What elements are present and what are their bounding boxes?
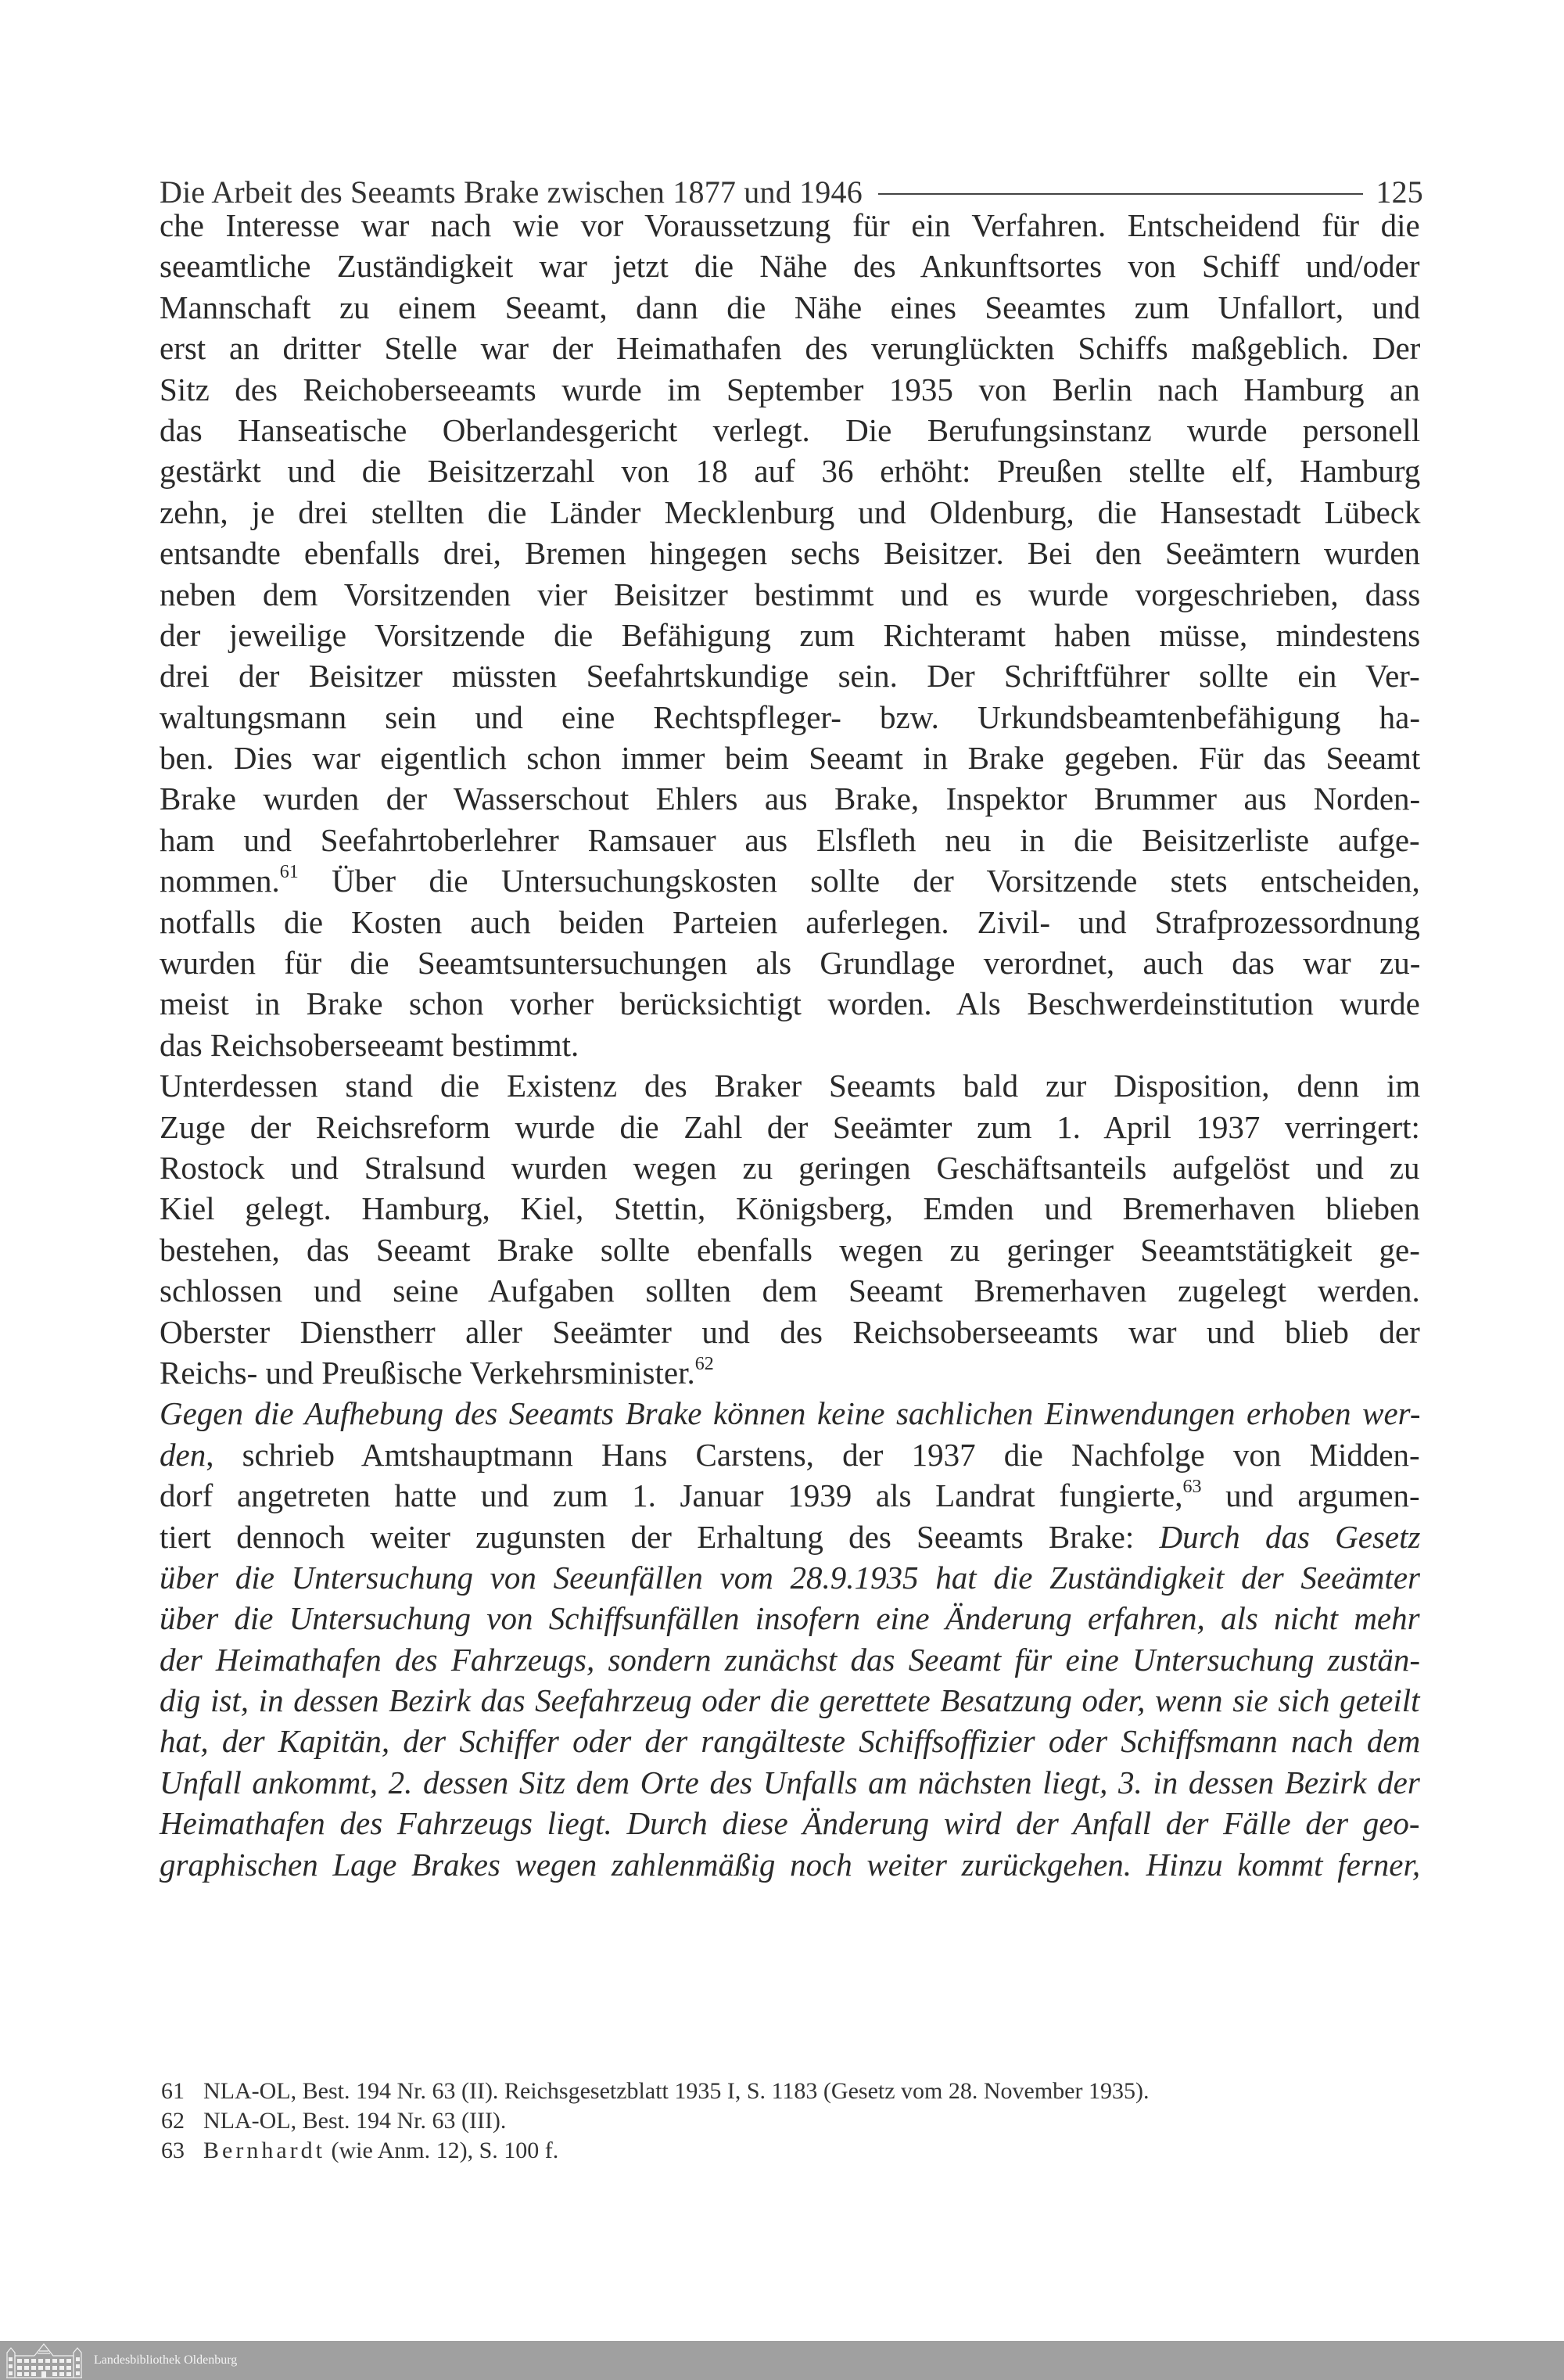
text-line bbox=[160, 1721, 1420, 1761]
text-run: Über die Untersuchungskosten sollte der Vorsitzende stets entscheiden, bbox=[298, 863, 1420, 899]
footnote-text bbox=[203, 2077, 1149, 2106]
footnote-number: 63 bbox=[161, 2138, 185, 2163]
text-line bbox=[160, 328, 1420, 368]
text-line bbox=[160, 1598, 1420, 1639]
footnote-reference: 61 bbox=[279, 862, 299, 883]
text-line bbox=[160, 1639, 1420, 1680]
text-line bbox=[160, 1434, 1420, 1475]
footnote-number: 61 bbox=[161, 2078, 185, 2104]
text-line bbox=[160, 1680, 1420, 1721]
text-run: zehn, je drei stellten die Länder Mecklenburg und Oldenburg, die Hansestadt Lübeck bbox=[160, 494, 1421, 530]
quoted-text: der Heimathafen des Fahrzeugs, sondern zunächst das Seeamt für eine Untersuchung zustän- bbox=[160, 1641, 1421, 1678]
quoted-text: Durch das Gesetz bbox=[1159, 1518, 1421, 1555]
text-line bbox=[160, 902, 1420, 942]
text-run: Oberster Dienstherr aller Seeämter und des Reichsoberseeamts war und blieb der bbox=[160, 1313, 1420, 1350]
quoted-text: hat, der Kapitän, der Schiffer oder der rangälteste Schiffsoffizier oder Schiffsmann nach dem bbox=[160, 1723, 1421, 1760]
text-line bbox=[160, 1065, 1420, 1106]
library-building-icon bbox=[5, 2342, 83, 2379]
text-run: nommen. bbox=[160, 863, 280, 899]
text-run: Zuge der Reichsreform wurde die Zahl der Seeämter zum 1. April 1937 verringert: bbox=[160, 1108, 1420, 1145]
footnote-text bbox=[203, 2136, 558, 2166]
footnote bbox=[161, 2077, 1412, 2106]
text-line bbox=[160, 738, 1420, 778]
text-line bbox=[160, 246, 1420, 286]
text-run: entsandte ebenfalls drei, Bremen hingegen sechs Beisitzer. Bei den Seeämtern wurden bbox=[160, 535, 1421, 572]
footnote-number: 62 bbox=[161, 2108, 185, 2134]
text-run: Brake wurden der Wasserschout Ehlers aus Brake, Inspektor Brummer aus Norden- bbox=[160, 781, 1421, 817]
text-line bbox=[160, 655, 1420, 696]
text-line bbox=[160, 1393, 1420, 1434]
text-run: Rostock und Stralsund wurden wegen zu geringen Geschäftsanteils aufgelöst und zu bbox=[160, 1149, 1420, 1186]
footnote-text bbox=[203, 2106, 506, 2136]
text-run: che Interesse war nach wie vor Voraussetzung für ein Verfahren. Entscheidend für die bbox=[160, 207, 1420, 243]
text-line bbox=[160, 1188, 1420, 1229]
author-name: Bernhardt bbox=[203, 2138, 325, 2163]
text-line bbox=[160, 492, 1420, 533]
quoted-text: den bbox=[160, 1436, 206, 1473]
text-line bbox=[160, 1475, 1420, 1516]
text-run: wurden für die Seeamtsuntersuchungen als Grundlage verordnet, auch das war zu- bbox=[160, 945, 1421, 982]
text-run: schlossen und seine Aufgaben sollten dem Seeamt Bremerhaven zugelegt werden. bbox=[160, 1273, 1420, 1309]
text-run: neben dem Vorsitzenden vier Beisitzer bestimmt und es wurde vorgeschrieben, dass bbox=[160, 576, 1421, 612]
text-line bbox=[160, 615, 1420, 655]
text-run: tiert dennoch weiter zugunsten der Erhaltung des Seeamts Brake: bbox=[160, 1518, 1160, 1555]
text-line bbox=[160, 1557, 1420, 1598]
text-run: und argumen- bbox=[1201, 1477, 1420, 1514]
page-number: 125 bbox=[1376, 174, 1423, 210]
text-run: bestehen, das Seeamt Brake sollte ebenfalls wegen zu geringer Seeamtstätigkeit ge- bbox=[160, 1231, 1420, 1268]
text-run: Kiel gelegt. Hamburg, Kiel, Stettin, Königsberg, Emden und Bremerhaven blieben bbox=[160, 1190, 1420, 1227]
text-run: gestärkt und die Beisitzerzahl von 18 auf 36 erhöht: Preußen stellte elf, Hamburg bbox=[160, 453, 1421, 490]
quoted-text: über die Untersuchung von Seeunfällen vom 28.9.1935 hat die Zuständigkeit der Seeämter bbox=[160, 1559, 1420, 1596]
text-line bbox=[160, 697, 1420, 738]
running-head-title: Die Arbeit des Seeamts Brake zwischen 1877 und 1946 bbox=[160, 174, 863, 210]
library-name: Landesbibliothek Oldenburg bbox=[94, 2353, 238, 2367]
text-run: erst an dritter Stelle war der Heimathafen des verunglückten Schiffs maßgeblich. Der bbox=[160, 330, 1421, 367]
text-line bbox=[160, 1025, 1420, 1065]
footnote-content: NLA-OL, Best. 194 Nr. 63 (III). bbox=[203, 2108, 507, 2134]
text-run: seeamtliche Zuständigkeit war jetzt die Nähe des Ankunftsortes von Schiff und/oder bbox=[160, 248, 1420, 285]
text-run: Reichs- und Preußische Verkehrsminister. bbox=[160, 1354, 695, 1391]
library-footer-bar bbox=[0, 2341, 1564, 2380]
text-run: dorf angetreten hatte und zum 1. Januar 1939 als Landrat fungierte, bbox=[160, 1477, 1183, 1514]
footnote bbox=[161, 2106, 1412, 2136]
text-run: der jeweilige Vorsitzende die Befähigung zum Richteramt haben müsse, mindestens bbox=[160, 616, 1421, 653]
text-line bbox=[160, 1517, 1420, 1557]
text-line bbox=[160, 451, 1420, 491]
text-line bbox=[160, 205, 1420, 246]
text-run: das Hanseatische Oberlandesgericht verlegt. Die Berufungsinstanz wurde personell bbox=[160, 411, 1421, 448]
text-line bbox=[160, 533, 1420, 573]
text-line bbox=[160, 1107, 1420, 1147]
quoted-text: dig ist, in dessen Bezirk das Seefahrzeug oder die gerettete Besatzung oder, wenn sie sich geteilt bbox=[160, 1682, 1420, 1719]
text-line bbox=[160, 1312, 1420, 1352]
text-line bbox=[160, 1352, 1420, 1393]
text-line bbox=[160, 778, 1420, 819]
quoted-text: Heimathafen des Fahrzeugs liegt. Durch diese Änderung wird der Anfall der Fälle der geo- bbox=[160, 1805, 1420, 1842]
text-line bbox=[160, 410, 1420, 451]
footnote-reference: 62 bbox=[694, 1353, 714, 1374]
text-line bbox=[160, 574, 1420, 615]
text-run: drei der Beisitzer müssten Seefahrtskundige sein. Der Schriftführer sollte ein Ver- bbox=[160, 658, 1420, 695]
text-line bbox=[160, 820, 1420, 860]
footnote bbox=[161, 2136, 1412, 2166]
quoted-text: Unfall ankommt, 2. dessen Sitz dem Orte des Unfalls am nächsten liegt, 3. in dessen Bezirk der bbox=[160, 1764, 1420, 1800]
text-line bbox=[160, 1844, 1420, 1885]
text-line bbox=[160, 983, 1420, 1024]
text-run: , schrieb Amtshauptmann Hans Carstens, der 1937 die Nachfolge von Midden- bbox=[206, 1436, 1420, 1473]
running-head-rule bbox=[878, 193, 1363, 195]
text-run: waltungsmann sein und eine Rechtspfleger- bzw. Urkundsbeamtenbefähigung ha- bbox=[160, 698, 1421, 735]
text-run: das Reichsoberseeamt bestimmt. bbox=[160, 1026, 579, 1063]
footnote-content: NLA-OL, Best. 194 Nr. 63 (II). Reichsgesetzblatt 1935 I, S. 1183 (Gesetz vom 28. November 1935). bbox=[203, 2078, 1150, 2104]
text-run: Unterdessen stand die Existenz des Braker Seeamts bald zur Disposition, denn im bbox=[160, 1068, 1421, 1104]
quoted-text: Gegen die Aufhebung des Seeamts Brake können keine sachlichen Einwendungen erhoben wer- bbox=[160, 1395, 1421, 1432]
text-line bbox=[160, 1147, 1420, 1188]
text-run: Mannschaft zu einem Seeamt, dann die Nähe eines Seeamtes zum Unfallort, und bbox=[160, 289, 1421, 325]
footnote-reference: 63 bbox=[1182, 1477, 1202, 1498]
text-line bbox=[160, 1803, 1420, 1843]
text-run: ham und Seefahrtoberlehrer Ramsauer aus Elsfleth neu in die Beisitzerliste aufge- bbox=[160, 821, 1420, 858]
body-text bbox=[160, 205, 1420, 1885]
text-line bbox=[160, 287, 1420, 328]
text-line bbox=[160, 942, 1420, 983]
text-line bbox=[160, 369, 1420, 410]
footnote-content: (wie Anm. 12), S. 100 f. bbox=[325, 2138, 559, 2163]
text-run: ben. Dies war eigentlich schon immer beim Seeamt in Brake gegeben. Für das Seeamt bbox=[160, 740, 1421, 777]
text-run: notfalls die Kosten auch beiden Parteien auferlegen. Zivil- und Strafprozessordnung bbox=[160, 903, 1420, 940]
quoted-text: über die Untersuchung von Schiffsunfällen insofern eine Änderung erfahren, als nicht mehr bbox=[160, 1600, 1420, 1637]
text-line bbox=[160, 1762, 1420, 1803]
footnotes bbox=[161, 2077, 1412, 2166]
text-line bbox=[160, 1270, 1420, 1311]
text-line bbox=[160, 1229, 1420, 1270]
quoted-text: graphischen Lage Brakes wegen zahlenmäßig noch weiter zurückgehen. Hinzu kommt ferner, bbox=[160, 1846, 1421, 1883]
text-run: Sitz des Reichoberseeamts wurde im September 1935 von Berlin nach Hamburg an bbox=[160, 371, 1420, 407]
text-line bbox=[160, 860, 1420, 901]
text-run: meist in Brake schon vorher berücksichtigt worden. Als Beschwerdeinstitution wurde bbox=[160, 985, 1420, 1022]
